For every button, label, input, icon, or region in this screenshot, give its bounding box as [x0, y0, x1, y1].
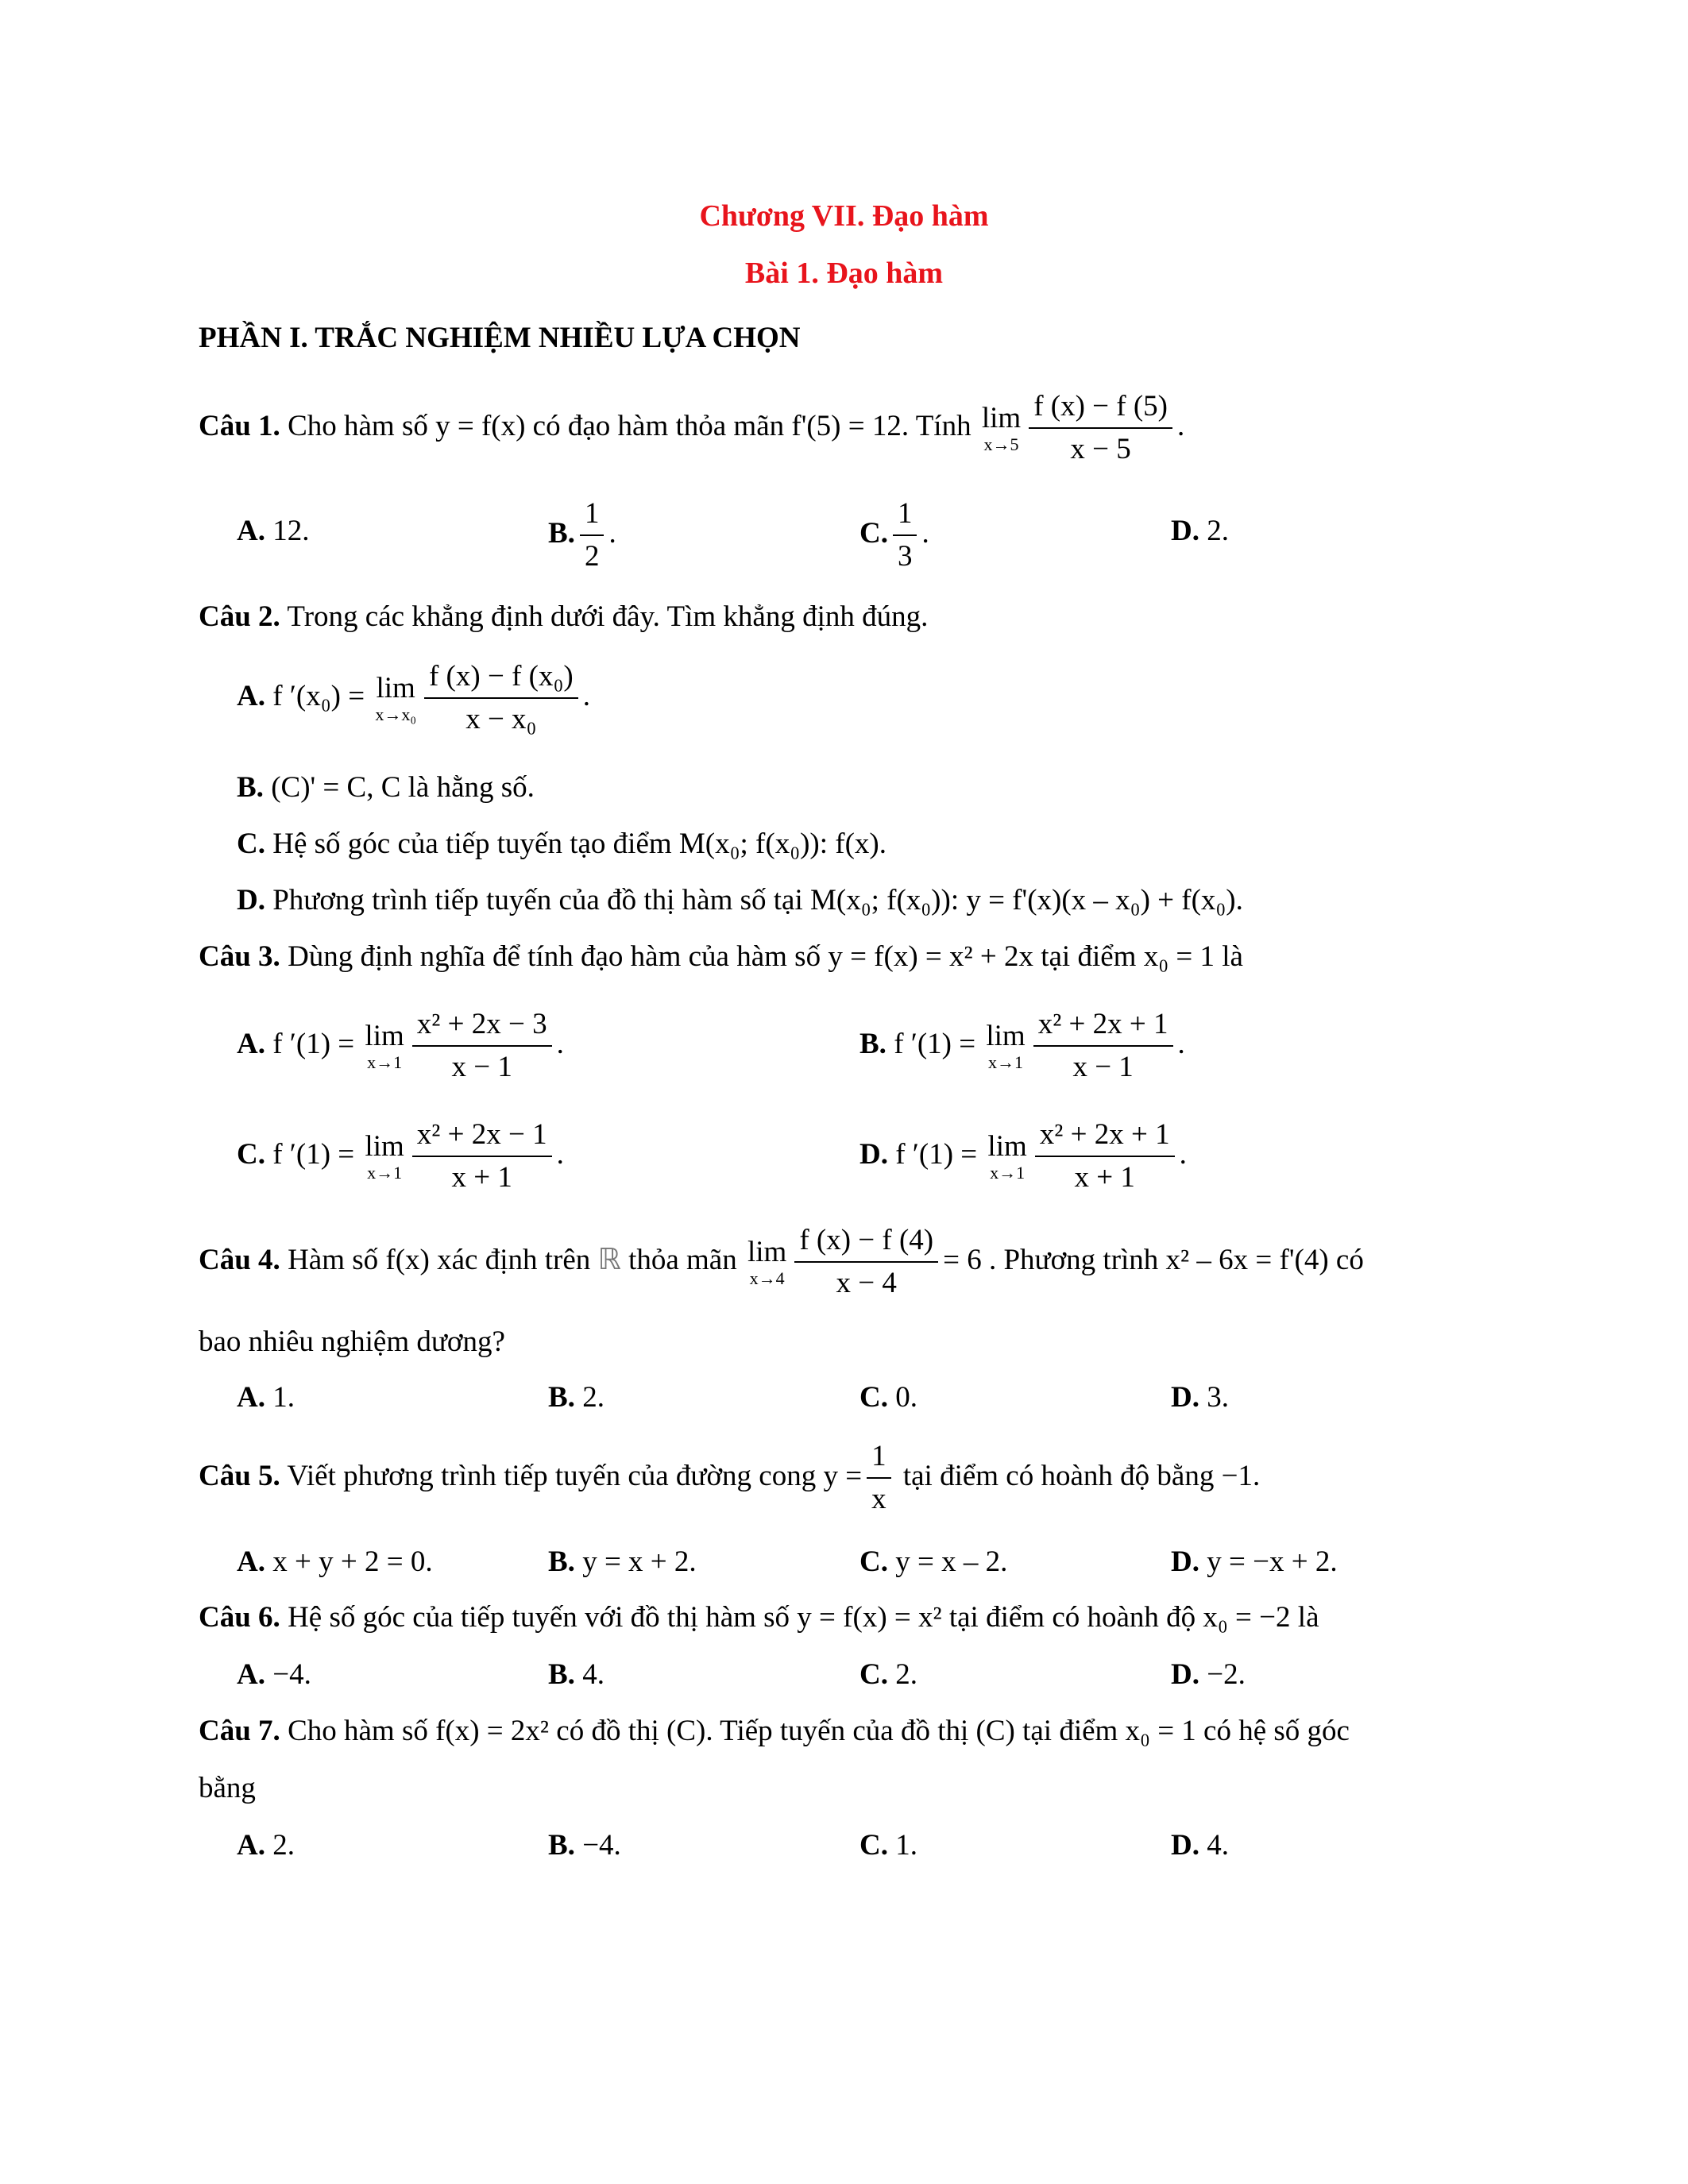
q3-option-b[interactable]: B. f ′(1) = lim x→1 $\frac{\text{x² + 2x + 1}}{x - 1}$ . [859, 1008, 1185, 1084]
question-text: Cho hàm số y = f(x) có đạo hàm thỏa mãn f'(5) = 12. Tính [288, 409, 971, 442]
q6-option-b[interactable]: B. 4. [548, 1658, 605, 1691]
fraction: $\frac{f (x) - f (5)}{x - 5}$ [1029, 389, 1172, 468]
chapter-title: Chương VII. Đạo hàm [699, 199, 989, 233]
q2-option-d[interactable]: D. Phương trình tiếp tuyến của đồ thị hàm số tại M(x₀; f(x₀)): y = f'(x)(x – x₀) + f(x₀). [237, 884, 1243, 916]
q4-option-b[interactable]: B. 2. [548, 1381, 605, 1414]
q5-option-a[interactable]: A. x + y + 2 = 0. [237, 1545, 433, 1578]
question-4: Câu 4. Hàm số f(x) xác định trên ℝ thỏa mãn lim x→4 $\frac{f (x) - f (4)}{x - 4}$ = 6 . Phương trình x² – 6x = f'(4) có [199, 1224, 1364, 1300]
q2-option-a[interactable]: A. f ′(x₀) = lim x→x₀ $\frac{\text{f (x) − f (x₀)}}{\text{x − x₀}}$ . [237, 660, 590, 736]
question-6: Câu 6. Hệ số góc của tiếp tuyến với đồ thị hàm số y = f(x) = x² tại điểm có hoành độ x₀ = −2 là [199, 1601, 1319, 1634]
section-title: PHẦN I. TRẮC NGHIỆM NHIỀU LỰA CHỌN [199, 322, 801, 354]
q1-option-d[interactable]: D. 2. [1171, 515, 1229, 547]
reals-symbol: ℝ [597, 1241, 621, 1276]
q1-option-b[interactable]: B. $\frac{1}{2}$ . [548, 497, 616, 573]
question-7-cont: bằng [199, 1772, 256, 1804]
q4-option-a[interactable]: A. 1. [237, 1381, 295, 1414]
q7-option-d[interactable]: D. 4. [1171, 1829, 1229, 1862]
q3-option-a[interactable]: A. f ′(1) = lim x→1 $\frac{\text{x² + 2x − 3}}{x - 1}$ . [237, 1008, 564, 1084]
q1-option-c[interactable]: C. $\frac{1}{3}$ . [859, 497, 929, 573]
q5-option-c[interactable]: C. y = x – 2. [859, 1545, 1008, 1578]
q7-option-b[interactable]: B. −4. [548, 1829, 621, 1862]
question-2: Câu 2. Trong các khẳng định dưới đây. Tìm khẳng định đúng. [199, 600, 929, 633]
question-4-cont: bao nhiêu nghiệm dương? [199, 1325, 505, 1358]
q1-option-a[interactable]: A. 12. [237, 515, 310, 547]
q6-option-a[interactable]: A. −4. [237, 1658, 311, 1691]
q2-option-b[interactable]: B. (C)' = C, C là hằng số. [237, 771, 535, 804]
q2-option-c[interactable]: C. Hệ số góc của tiếp tuyến tạo điểm M(x₀; f(x₀)): f(x). [237, 828, 886, 860]
q4-option-c[interactable]: C. 0. [859, 1381, 917, 1414]
question-3: Câu 3. Dùng định nghĩa để tính đạo hàm của hàm số y = f(x) = x² + 2x tại điểm x₀ = 1 là [199, 940, 1243, 973]
q3-option-c[interactable]: C. f ′(1) = lim x→1 $\frac{\text{x² + 2x − 1}}{x + 1}$ . [237, 1118, 564, 1194]
q5-option-b[interactable]: B. y = x + 2. [548, 1545, 697, 1578]
q7-option-c[interactable]: C. 1. [859, 1829, 917, 1862]
question-1: Câu 1. Cho hàm số y = f(x) có đạo hàm thỏa mãn f'(5) = 12. Tính lim x→5 $\frac{f (x) - f (5)}{x - 5}$ . [199, 389, 1184, 468]
q6-option-c[interactable]: C. 2. [859, 1658, 917, 1691]
q7-option-a[interactable]: A. 2. [237, 1829, 295, 1862]
q5-option-d[interactable]: D. y = −x + 2. [1171, 1545, 1338, 1578]
lesson-title: Bài 1. Đạo hàm [744, 257, 944, 290]
limit: lim x→5 [981, 401, 1022, 454]
question-label: Câu 1. [199, 409, 280, 442]
q3-option-d[interactable]: D. f ′(1) = lim x→1 $\frac{\text{x² + 2x + 1}}{x + 1}$ . [859, 1118, 1187, 1194]
question-7: Câu 7. Cho hàm số f(x) = 2x² có đồ thị (C). Tiếp tuyến của đồ thị (C) tại điểm x₀ = 1 có hệ số góc [199, 1715, 1350, 1747]
question-5: Câu 5. Viết phương trình tiếp tuyến của đường cong y = $\frac{1}{x}$ tại điểm có hoành độ bằng −1. [199, 1440, 1261, 1516]
q4-option-d[interactable]: D. 3. [1171, 1381, 1229, 1414]
q6-option-d[interactable]: D. −2. [1171, 1658, 1246, 1691]
